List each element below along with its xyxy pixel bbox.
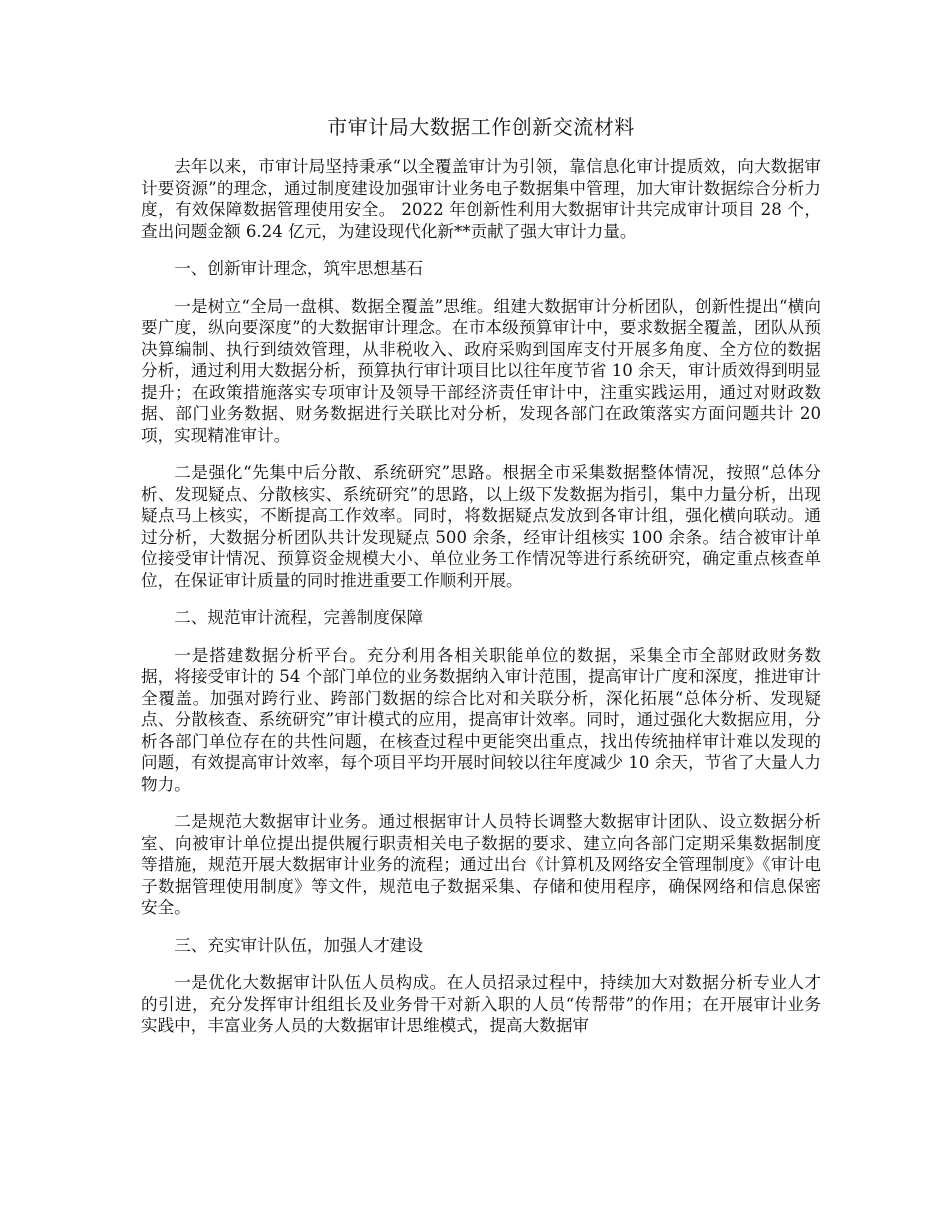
- intro-paragraph: 去年以来，市审计局坚持秉承“以全覆盖审计为引领，靠信息化审计提质效，向大数据审计要资源”的理念，通过制度建设加强审计业务电子数据集中管理，加大审计数据综合分析力度，有效保障数据管理使用安全。 2022 年创新性利用大数据审计共完成审计项目 28 个，查出问题金额 6.24 亿元，为建设现代化新**贡献了强大审计力量。: [141, 157, 821, 241]
- section-3-paragraph-1: 一是优化大数据审计队伍人员构成。在人员招录过程中，持续加大对数据分析专业人才的引进，充分发挥审计组组长及业务骨干对新入职的人员“传帮带”的作用；在开展审计业务实践中，丰富业务人员的大数据审计思维模式，提高大数据审: [141, 973, 821, 1035]
- section-2-paragraph-1: 一是搭建数据分析平台。充分利用各相关职能单位的数据，采集全市全部财政财务数据，将接受审计的 54 个部门单位的业务数据纳入审计范围，提高审计广度和深度，推进审计全覆盖。加强对跨行业、跨部门数据的综合比对和关联分析，深化拓展“总体分析、发现疑点、分散核查、系统研究”审计模式的应用，提高审计效率。同时，通过强化大数据应用，分析各部门单位存在的共性问题，在核查过程中更能突出重点，找出传统抽样审计难以发现的问题，有效提高审计效率，每个项目平均开展时间较以往年度减少 10 余天，节省了大量人力物力。: [141, 645, 821, 794]
- section-heading-1: 一、创新审计理念，筑牢思想基石: [174, 259, 424, 278]
- section-heading-2: 二、规范审计流程，完善制度保障: [174, 608, 424, 627]
- section-1-paragraph-2: 二是强化“先集中后分散、系统研究”思路。根据全市采集数据整体情况，按照“总体分析、发现疑点、分散核实、系统研究”的思路，以上级下发数据为指引，集中力量分析，出现疑点马上核实，不断提高工作效率。同时，将数据疑点发放到各审计组，强化横向联动。通过分析，大数据分析团队共计发现疑点 500 余条，经审计组核实 100 余条。结合被审计单位接受审计情况、预算资金规模大小、单位业务工作情况等进行系统研究，确定重点核查单位，在保证审计质量的同时推进重要工作顺利开展。: [141, 463, 821, 590]
- document-title: 市审计局大数据工作创新交流材料: [327, 115, 635, 139]
- document-page: [141, 112, 821, 1053]
- section-1-paragraph-1: 一是树立“全局一盘棋、数据全覆盖”思维。组建大数据审计分析团队，创新性提出“横向要广度，纵向要深度”的大数据审计理念。在市本级预算审计中，要求数据全覆盖，团队从预决算编制、执行到绩效管理，从非税收入、政府采购到国库支付开展多角度、全方位的数据分析，通过利用大数据分析，预算执行审计项目比以往年度节省 10 余天，审计质效得到明显提升；在政策措施落实专项审计及领导干部经济责任审计中，注重实践运用，通过对财政数据、部门业务数据、财务数据进行关联比对分析，发现各部门在政策落实方面问题共计 20 项，实现精准审计。: [141, 296, 821, 445]
- section-2-paragraph-2: 二是规范大数据审计业务。通过根据审计人员特长调整大数据审计团队、设立数据分析室、向被审计单位提出提供履行职责相关电子数据的要求、建立向各部门定期采集数据制度等措施，规范开展大数据审计业务的流程；通过出台《计算机及网络安全管理制度》《审计电子数据管理使用制度》等文件，规范电子数据采集、存储和使用程序，确保网络和信息保密安全。: [141, 812, 821, 917]
- section-heading-3: 三、充实审计队伍，加强人才建设: [174, 935, 424, 955]
